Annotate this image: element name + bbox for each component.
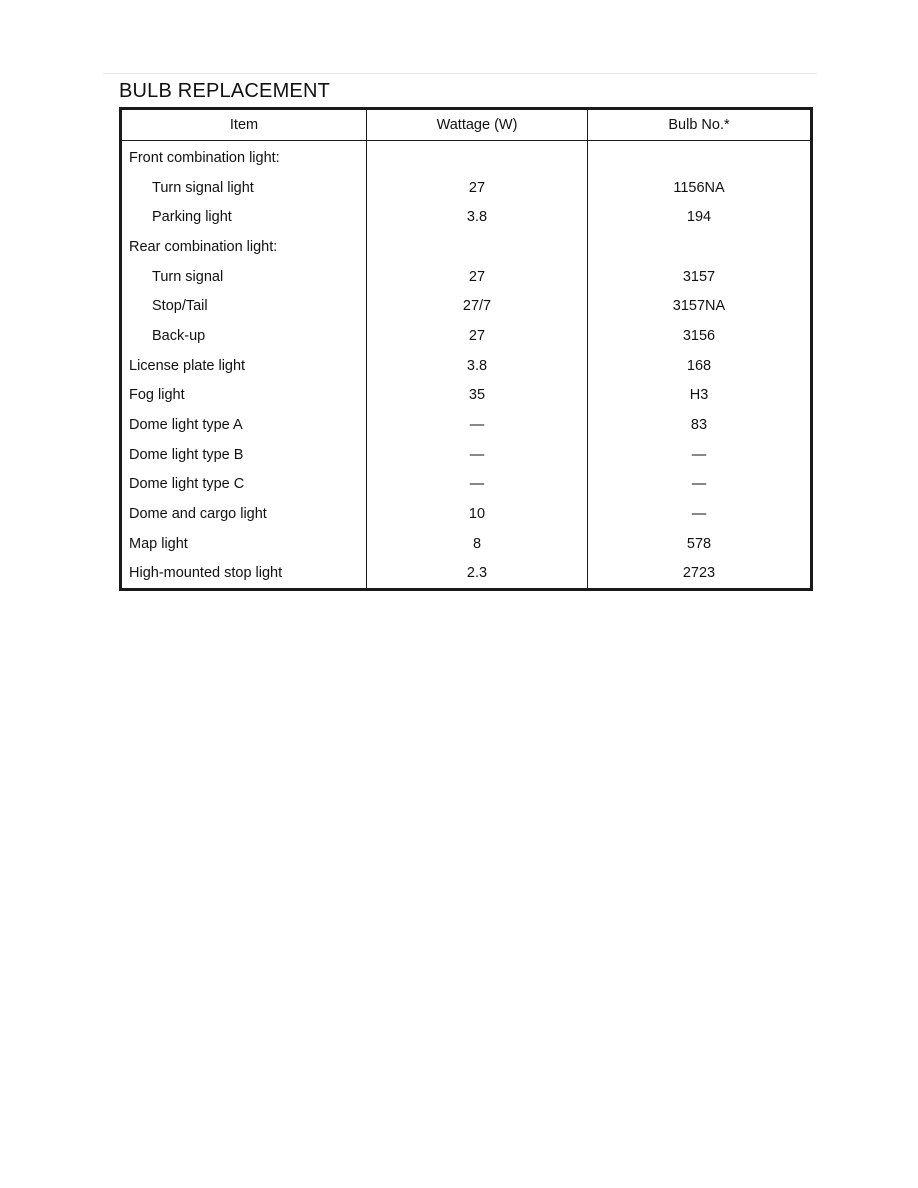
table-row <box>121 499 812 529</box>
bulb-number-cell <box>588 232 812 262</box>
wattage-cell: — <box>367 410 588 440</box>
table-row <box>121 141 812 173</box>
table-header-row <box>121 109 812 141</box>
bulb-number-cell: 1156NA <box>588 173 812 203</box>
table-row <box>121 202 812 232</box>
item-cell: Front combination light: <box>129 149 280 166</box>
header-wattage: Wattage (W) <box>367 109 588 141</box>
table-row <box>121 470 812 500</box>
wattage-cell: 27 <box>367 321 588 351</box>
wattage-cell: 35 <box>367 381 588 411</box>
wattage-cell <box>367 141 588 173</box>
table-row <box>121 559 812 590</box>
table-row <box>121 291 812 321</box>
table-row <box>121 321 812 351</box>
wattage-cell: 10 <box>367 499 588 529</box>
wattage-cell: 8 <box>367 529 588 559</box>
table-row <box>121 410 812 440</box>
bulb-number-cell: 3156 <box>588 321 812 351</box>
wattage-cell: — <box>367 470 588 500</box>
bulb-number-cell: 83 <box>588 410 812 440</box>
wattage-cell: 27 <box>367 262 588 292</box>
item-cell: License plate light <box>129 357 246 374</box>
wattage-cell: — <box>367 440 588 470</box>
table-row <box>121 262 812 292</box>
item-cell: Rear combination light: <box>129 238 278 255</box>
bulb-number-cell: 2723 <box>588 559 812 590</box>
item-cell: Dome light type C <box>129 476 245 493</box>
bulb-number-cell: — <box>588 470 812 500</box>
bulb-number-cell: 578 <box>588 529 812 559</box>
page-title: BULB REPLACEMENT <box>119 80 331 102</box>
bulb-number-cell: — <box>588 440 812 470</box>
bulb-number-cell: 194 <box>588 202 812 232</box>
bulb-number-cell: — <box>588 499 812 529</box>
table-body <box>121 141 812 590</box>
item-cell: Stop/Tail <box>152 298 208 315</box>
table-row <box>121 381 812 411</box>
item-cell: Dome light type A <box>129 417 243 434</box>
item-cell: Turn signal <box>152 268 224 285</box>
item-cell: Parking light <box>152 209 232 226</box>
table-row <box>121 529 812 559</box>
wattage-cell <box>367 232 588 262</box>
top-divider <box>103 73 817 74</box>
bulb-replacement-table <box>119 107 813 591</box>
bulb-number-cell: 168 <box>588 351 812 381</box>
bulb-number-cell: 3157 <box>588 262 812 292</box>
table-row <box>121 173 812 203</box>
wattage-cell: 27 <box>367 173 588 203</box>
header-item: Item <box>121 109 367 141</box>
header-bulb-number: Bulb No.* <box>588 109 812 141</box>
bulb-number-cell: H3 <box>588 381 812 411</box>
item-cell: Dome light type B <box>129 446 244 463</box>
item-cell: Turn signal light <box>152 179 254 196</box>
item-cell: Fog light <box>129 387 185 404</box>
wattage-cell: 2.3 <box>367 559 588 590</box>
table-row <box>121 232 812 262</box>
item-cell: Map light <box>129 535 188 552</box>
wattage-cell: 27/7 <box>367 291 588 321</box>
wattage-cell: 3.8 <box>367 351 588 381</box>
table-row <box>121 351 812 381</box>
bulb-number-cell: 3157NA <box>588 291 812 321</box>
wattage-cell: 3.8 <box>367 202 588 232</box>
bulb-number-cell <box>588 141 812 173</box>
item-cell: Back-up <box>152 327 206 344</box>
table-row <box>121 440 812 470</box>
item-cell: High-mounted stop light <box>129 565 283 582</box>
item-cell: Dome and cargo light <box>129 506 267 523</box>
